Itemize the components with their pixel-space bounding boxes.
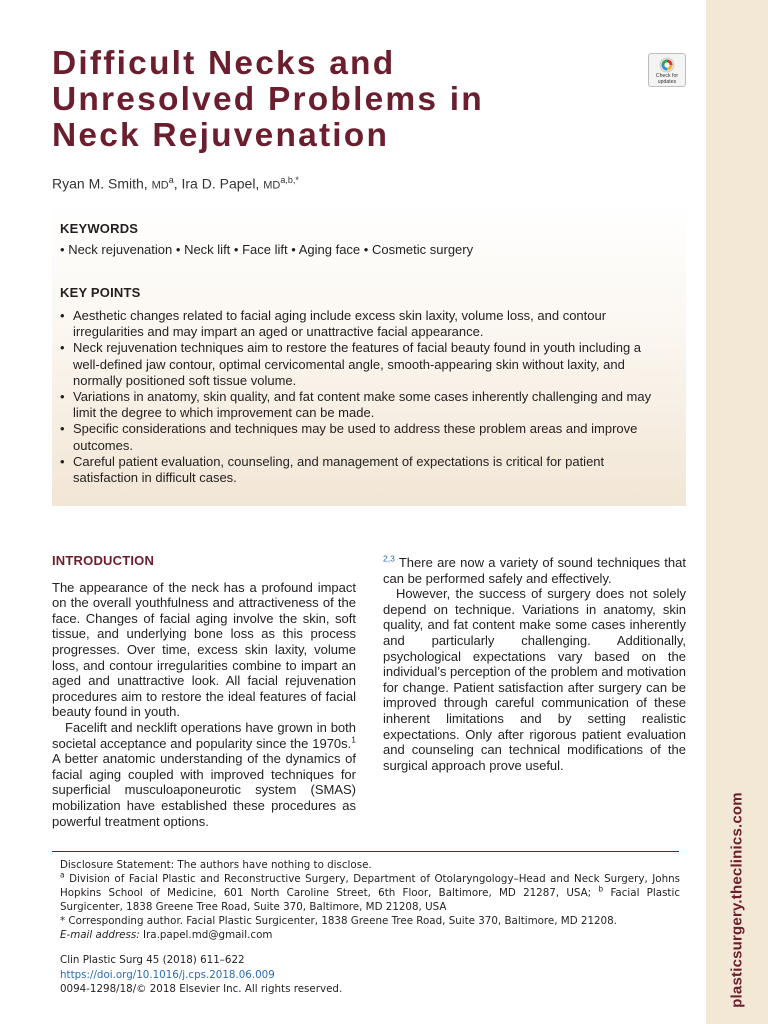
footnote-divider [52,851,679,852]
author-1-name: Ryan M. Smith, [52,175,152,192]
body-column-left [52,553,356,829]
keywords-list [60,242,473,257]
affiliations [60,872,680,914]
article-title [52,46,612,154]
intro-paragraph-2-end [383,555,686,586]
doi-link[interactable]: https://doi.org/10.1016/j.cps.2018.06.009 [60,968,275,981]
key-point-item [60,454,670,486]
key-points-heading: KEY POINTS [60,285,141,300]
key-point-item [60,308,670,340]
journal-url[interactable]: plasticsurgery.theclinics.com [728,792,746,1008]
bullet: • [60,340,65,356]
keyword: Face lift [242,242,288,257]
email-address[interactable]: Ira.papel.md@gmail.com [139,929,273,942]
author-line [52,175,299,192]
key-point-text: Variations in anatomy, skin quality, and fat content make some cases inherently challenging and may limit the degree to which improvement can be made. [73,389,652,421]
key-point-text: Careful patient evaluation, counseling, and management of expectations is critical for patient satisfaction in difficult cases. [73,453,605,486]
intro-paragraph-3: However, the success of surgery does not solely depend on technique. Variations in anatomy, skin quality, and fat content make some cases inherently and particularly challenging. Additionally, psychological expectations vary based on the individual’s perception of the problem and motivation for change. Patient satisfaction after surgery can be improved through careful communication of these inherent limitations and by setting realistic expectations. Only after rigorous patient evaluation and counseling can technical modifications of the surgical approach prove useful. [383,586,686,773]
key-point-text: Neck rejuvenation techniques aim to restore the features of facial beauty found in youth including a well-defined jaw contour, optimal cervicomental angle, smooth-appearing skin without laxity, and normally positioned soft tissue volume. [73,340,642,388]
bullet: • [60,389,65,405]
affiliation-a-mark: a [60,870,65,880]
key-point-item [60,340,670,389]
email-line [60,928,680,942]
bullet: • [60,308,65,323]
reference-1[interactable]: 1 [351,734,356,745]
affiliation-b: Facial Plastic Surgicenter, 1838 Greene Tree Road, Suite 370, Baltimore, MD 21208, USA [60,887,680,914]
reference-2-3[interactable]: 2,3 [383,553,395,564]
keyword: Aging face [298,242,361,257]
intro-paragraph-1: The appearance of the neck has a profound impact on the overall youthfulness and attractiveness of the face. Changes of facial aging involve the skin, soft tissue, and underlying bone loss as this process progresses. Over time, excess skin laxity, volume loss, and contour irregularities combine to impart an aged and unattractive look. All facial rejuvenation procedures aim to restore the ideal features of facial beauty found in youth. [52,579,356,720]
key-point-item [60,389,670,421]
author-1-degree: MD [151,179,169,192]
citation-block [60,953,460,997]
keyword-bullet: • [175,242,181,257]
author-1-affiliation: a [168,175,174,185]
author-2-affiliation [280,175,299,185]
keyword: Neck rejuvenation [68,242,173,257]
title-line-2: Unresolved Problems in [52,81,484,118]
intro-paragraph-2-tail: There are now a variety of sound techniques that can be performed safely and effectively. [383,555,686,586]
corresponding-author: * Corresponding author. Facial Plastic Surgicenter, 1838 Greene Tree Road, Suite 370, Baltimore, MD 21208. [60,915,617,928]
footnotes [60,858,680,943]
crossmark-icon [659,57,675,73]
keyword: Neck lift [184,242,231,257]
check-for-updates-button[interactable] [648,53,686,87]
author-separator: , [173,175,182,192]
title-line-3: Neck Rejuvenation [52,117,390,154]
keyword: Cosmetic surgery [371,242,474,257]
body-column-right [383,555,686,773]
keyword-bullet: • [60,242,65,257]
intro-paragraph-2-continued: A better anatomic understanding of the dynamics of facial aging coupled with improved techniques for superficial musculoaponeurotic system (SMAS) mobilization have established these procedures as powerful treatment options. [52,751,356,829]
key-point-text: Specific considerations and techniques may be used to address these problem areas and improve outcomes. [73,421,638,453]
author-2-degree: MD [263,179,281,192]
bullet: • [60,453,65,469]
journal-citation: Clin Plastic Surg 45 (2018) 611–622 [60,954,245,966]
bullet: • [60,421,65,437]
intro-paragraph-2-text: Facelift and necklift operations have grown in both societal acceptance and popularity since the 1970s. [52,719,356,751]
key-point-text: Aesthetic changes related to facial aging include excess skin laxity, volume loss, and contour irregularities and may impart an aged or unattractive facial appearance. [73,308,607,340]
title-line-1: Difficult Necks and [52,45,396,82]
affiliation-a: Division of Facial Plastic and Reconstructive Surgery, Department of Otolaryngology–Head and Neck Surgery, Johns Hopkins School of Medicine, 601 North Caroline Street, 6th Floor, Baltimore, MD 21287, USA; [60,873,680,900]
key-points-list [60,308,670,486]
corresponding-mark: * [295,175,299,185]
keyword-bullet: • [363,242,369,257]
keyword-bullet: • [291,242,296,257]
author-2-affiliation-letters: a,b, [280,175,296,185]
affiliation-b-mark: b [598,884,604,894]
author-2-name: Ira D. Papel, [181,175,264,192]
disclosure-statement: Disclosure Statement: The authors have nothing to disclose. [60,859,372,871]
key-point-item [60,421,670,453]
keywords-heading: KEYWORDS [60,221,139,236]
copyright-line: 0094-1298/18/© 2018 Elsevier Inc. All rights reserved. [60,983,343,995]
keyword-bullet: • [233,242,239,257]
intro-paragraph-2 [52,720,356,829]
check-for-updates-label: Check for updates [655,73,679,85]
introduction-heading: INTRODUCTION [52,553,155,568]
email-label: E-mail address: [60,929,140,942]
